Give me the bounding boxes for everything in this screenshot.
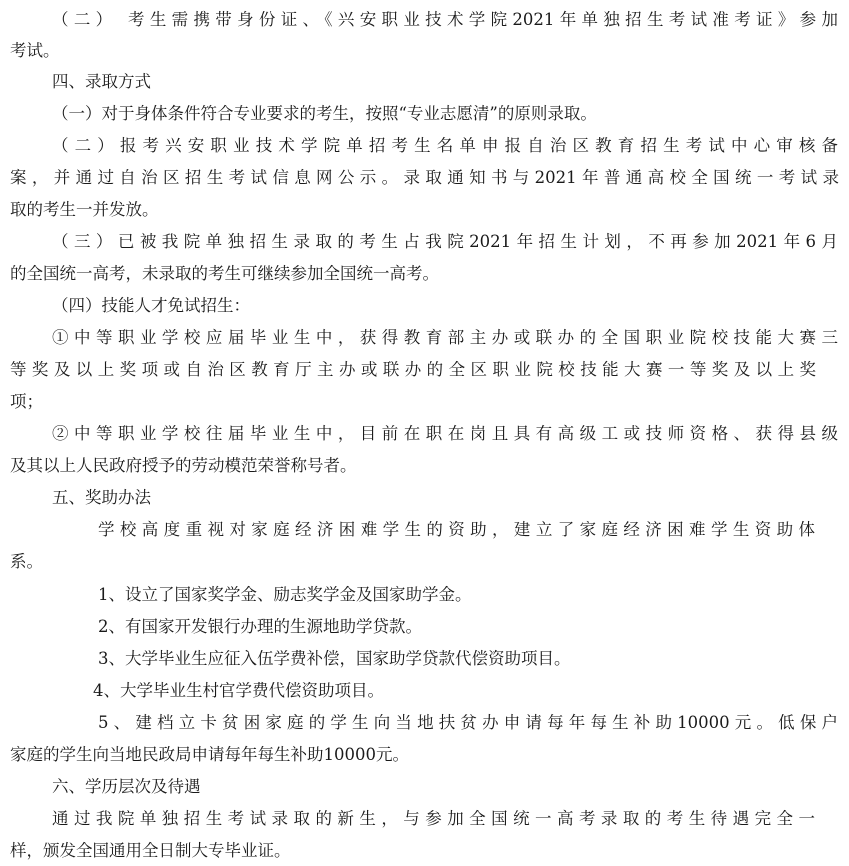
para-aid-intro-line-2: 系。	[10, 552, 43, 571]
para-skill-2-line-1: ②中等职业学校往届毕业生中，目前在职在岗且具有高级工或技师资格、获得县级	[52, 424, 838, 443]
section-heading-aid: 五、奖助办法	[52, 488, 151, 507]
para-exam-docs-line-1: （二） 考生需携带身份证、《兴安职业技术学院2021年单独招生考试准考证》参加	[52, 10, 838, 29]
aid-item-3: 3、大学毕业生应征入伍学费补偿，国家助学贷款代偿资助项目。	[98, 649, 571, 668]
para-degree-line-2: 样，颁发全国通用全日制大专毕业证。	[10, 841, 291, 860]
para-admission-1: （一）对于身体条件符合专业要求的考生，按照“专业志愿清”的原则录取。	[52, 104, 597, 123]
para-admission-2-line-2: 案，并通过自治区招生考试信息网公示。录取通知书与2021年普通高校全国统一考试录	[10, 168, 839, 187]
para-admission-2-line-3: 取的考生一并发放。	[10, 200, 159, 219]
para-skill-2-line-2: 及其以上人民政府授予的劳动模范荣誉称号者。	[10, 456, 357, 475]
para-admission-3-line-2: 的全国统一高考，未录取的考生可继续参加全国统一高考。	[10, 264, 439, 283]
para-skill-1-line-1: ①中等职业学校应届毕业生中，获得教育部主办或联办的全国职业院校技能大赛三	[52, 328, 838, 347]
aid-item-5-line-2: 家庭的学生向当地民政局申请每年每生补助10000元。	[10, 745, 409, 764]
aid-item-1: 1、设立了国家奖学金、励志奖学金及国家助学金。	[98, 585, 472, 604]
aid-item-5-line-1: 5、建档立卡贫困家庭的学生向当地扶贫办申请每年每生补助10000元。低保户	[98, 713, 838, 732]
para-skill-1-line-3: 项；	[10, 392, 43, 411]
para-admission-3-line-1: （三）已被我院单独招生录取的考生占我院2021年招生计划，不再参加2021年6月	[52, 232, 838, 251]
aid-item-4: 4、大学毕业生村官学费代偿资助项目。	[93, 681, 384, 700]
para-admission-4-heading: （四）技能人才免试招生：	[52, 296, 250, 315]
para-skill-1-line-2: 等奖及以上奖项或自治区教育厅主办或联办的全区职业院校技能大赛一等奖及以上奖	[10, 360, 816, 379]
para-degree-line-1: 通过我院单独招生考试录取的新生，与参加全国统一高考录取的考生待遇完全一	[52, 809, 815, 828]
para-exam-docs-line-2: 考试。	[10, 41, 60, 60]
section-heading-degree: 六、学历层次及待遇	[52, 777, 201, 796]
section-heading-admission: 四、录取方式	[52, 72, 151, 91]
aid-item-2: 2、有国家开发银行办理的生源地助学贷款。	[98, 617, 422, 636]
para-aid-intro-line-1: 学校高度重视对家庭经济困难学生的资助，建立了家庭经济困难学生资助体	[98, 520, 815, 539]
para-admission-2-line-1: （二）报考兴安职业技术学院单招考生名单申报自治区教育招生考试中心审核备	[52, 136, 838, 155]
